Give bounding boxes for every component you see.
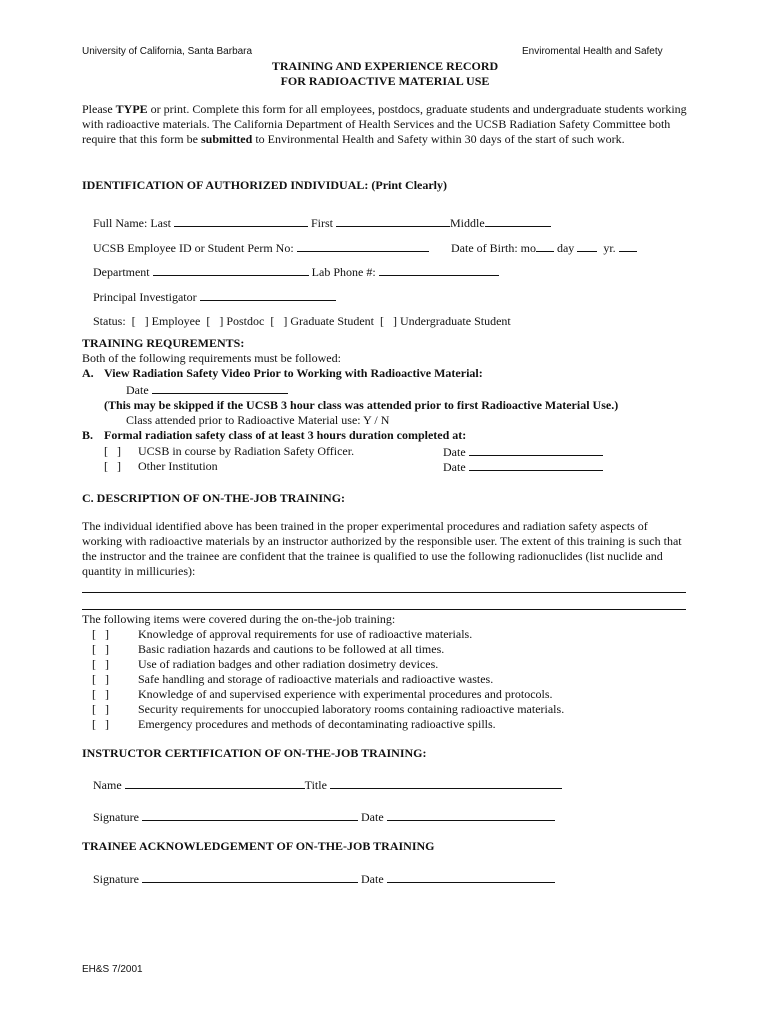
ojt-paragraph: The individual identified above has been trained in the proper experimental procedures and radiation safety aspects of working with radioactive materials by an instructor authorized by the responsible user. The extent of this training is such that the instructor and the trainee are confident that the trainee is qualified to use the following radionuclides (list nuclide and quantity in millicuries):: [82, 519, 682, 578]
ucsb-course-date-field[interactable]: [469, 444, 603, 456]
instructor-date-field[interactable]: [387, 809, 555, 821]
item-checkbox-2[interactable]: [ ]: [92, 642, 109, 656]
trainee-signature-field[interactable]: [142, 871, 358, 883]
trainee-signature-row: Signature Date: [93, 871, 555, 887]
other-institution-label: Other Institution: [138, 459, 218, 473]
item-label-1: Knowledge of approval requirements for use of radioactive materials.: [138, 627, 473, 641]
full-name-row: Full Name: Last First Middle: [93, 215, 551, 231]
emp-id-row: UCSB Employee ID or Student Perm No:: [93, 240, 429, 256]
item-checkbox-6[interactable]: [ ]: [92, 702, 109, 716]
training-sub: Both of the following requirements must be followed:: [82, 351, 341, 365]
item-checkbox-1[interactable]: [ ]: [92, 627, 109, 641]
class-attended: Class attended prior to Radioactive Material use: Y / N: [126, 413, 390, 427]
lab-phone-field[interactable]: [379, 264, 499, 276]
item-checkbox-3[interactable]: [ ]: [92, 657, 109, 671]
middle-name-field[interactable]: [485, 215, 551, 227]
status-undergrad-checkbox[interactable]: [ ]: [380, 314, 397, 328]
dob-day-field[interactable]: [577, 240, 597, 252]
ucsb-course-label: UCSB in course by Radiation Safety Officer.: [138, 444, 355, 458]
department-field[interactable]: [153, 264, 309, 276]
item-label-4: Safe handling and storage of radioactive materials and radioactive wastes.: [138, 672, 494, 686]
other-institution-checkbox[interactable]: [ ]: [104, 459, 121, 473]
instructor-name-field[interactable]: [125, 777, 305, 789]
radionuclides-line-1[interactable]: [82, 592, 686, 593]
item-label-5: Knowledge of and supervised experience with experimental procedures and protocols.: [138, 687, 553, 701]
other-institution-date-field[interactable]: [469, 459, 603, 471]
ident-heading: IDENTIFICATION OF AUTHORIZED INDIVIDUAL: (Print Clearly): [82, 178, 448, 192]
req-b-text: Formal radiation safety class of at least 3 hours duration completed at:: [104, 428, 467, 442]
items-intro: The following items were covered during the on-the-job training:: [82, 612, 396, 626]
dob-year-field[interactable]: [619, 240, 637, 252]
dob-month-field[interactable]: [536, 240, 554, 252]
trainee-date-field[interactable]: [387, 871, 555, 883]
other-institution-date-row: Date: [443, 459, 603, 475]
instructor-name-row: Name Title: [93, 777, 562, 793]
header-right: Enviromental Health and Safety: [522, 46, 663, 57]
ojt-heading: C. DESCRIPTION OF ON-THE-JOB TRAINING:: [82, 491, 346, 505]
item-label-3: Use of radiation badges and other radiation dosimetry devices.: [138, 657, 439, 671]
first-name-field[interactable]: [336, 215, 450, 227]
instructor-signature-field[interactable]: [142, 809, 358, 821]
video-date-field[interactable]: [152, 382, 288, 394]
item-label-7: Emergency procedures and methods of decontaminating radioactive spills.: [138, 717, 496, 731]
req-b-label: B.: [82, 428, 94, 442]
ucsb-course-date-row: Date: [443, 444, 603, 460]
intro-paragraph: Please TYPE or print. Complete this form for all employees, postdocs, graduate students and undergraduate students working with radioactive materials. The California Department of Health Services and the UCSB Radiation Safety Committee both require that this form be submitted to Environmental Health and Safety within 30 days of the start of such work.: [82, 102, 687, 146]
item-label-6: Security requirements for unoccupied laboratory rooms containing radioactive materials.: [138, 702, 565, 716]
status-employee-checkbox[interactable]: [ ]: [131, 314, 149, 328]
req-a-text: View Radiation Safety Video Prior to Working with Radioactive Material:: [104, 366, 483, 380]
form-title-2: FOR RADIOACTIVE MATERIAL USE: [280, 74, 490, 88]
status-grad-checkbox[interactable]: [ ]: [270, 314, 288, 328]
item-checkbox-4[interactable]: [ ]: [92, 672, 109, 686]
status-postdoc-checkbox[interactable]: [ ]: [206, 314, 224, 328]
instructor-title-field[interactable]: [330, 777, 562, 789]
status-row: Status: [ ] Employee [ ] Postdoc [ ] Graduate Student [ ] Undergraduate Student: [93, 314, 511, 328]
ucsb-course-checkbox[interactable]: [ ]: [104, 444, 121, 458]
item-checkbox-7[interactable]: [ ]: [92, 717, 109, 731]
req-a-label: A.: [82, 366, 94, 380]
item-checkbox-5[interactable]: [ ]: [92, 687, 109, 701]
item-label-2: Basic radiation hazards and cautions to be followed at all times.: [138, 642, 445, 656]
radionuclides-line-2[interactable]: [82, 609, 686, 610]
instructor-heading: INSTRUCTOR CERTIFICATION OF ON-THE-JOB TRAINING:: [82, 746, 427, 760]
form-title-1: TRAINING AND EXPERIENCE RECORD: [271, 59, 499, 73]
instructor-signature-row: Signature Date: [93, 809, 555, 825]
header-left: University of California, Santa Barbara: [82, 46, 253, 57]
training-heading: TRAINING REQUREMENTS:: [82, 336, 245, 350]
trainee-heading: TRAINEE ACKNOWLEDGEMENT OF ON-THE-JOB TRAINING: [82, 839, 435, 853]
employee-id-field[interactable]: [297, 240, 429, 252]
skip-note: (This may be skipped if the UCSB 3 hour class was attended prior to first Radioactive Material Use.): [104, 398, 619, 412]
pi-row: Principal Investigator: [93, 289, 336, 305]
footer-code: EH&S 7/2001: [82, 964, 143, 975]
req-a-date-row: Date: [126, 382, 288, 398]
department-row: Department Lab Phone #:: [93, 264, 499, 280]
dob-row: Date of Birth: mo day yr.: [451, 240, 637, 256]
last-name-field[interactable]: [174, 215, 308, 227]
pi-field[interactable]: [200, 289, 336, 301]
